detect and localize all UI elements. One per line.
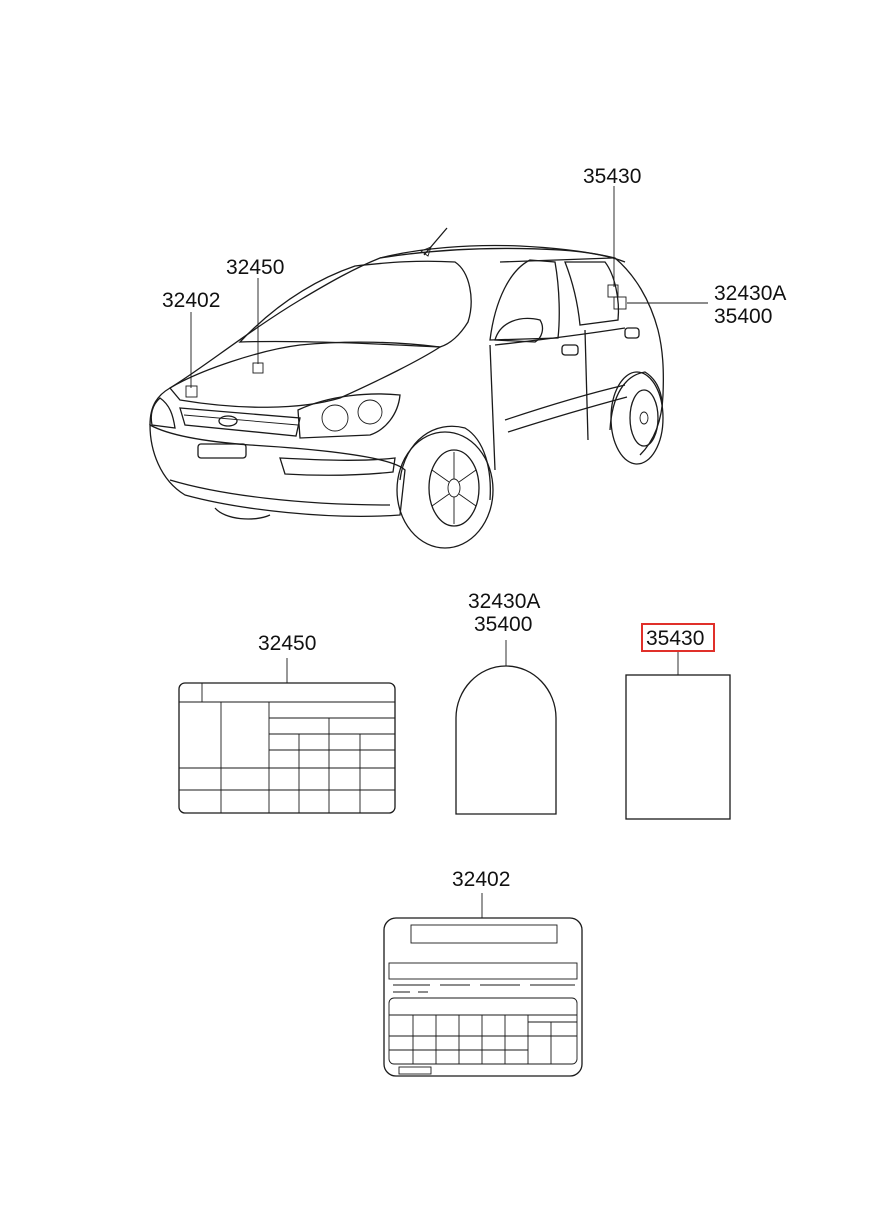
part-label-32430a: 32430A — [468, 590, 541, 613]
callout-32402: 32402 — [162, 289, 221, 312]
part-32450-label[interactable] — [179, 658, 395, 813]
callout-32430a: 32430A — [714, 282, 787, 305]
part-label-35430[interactable]: 35430 — [646, 627, 705, 650]
part-35430-label[interactable] — [626, 651, 730, 819]
part-label-35400: 35400 — [474, 613, 533, 636]
car-callout-leaders — [191, 186, 708, 388]
callout-32450: 32450 — [226, 256, 285, 279]
callout-35430: 35430 — [583, 165, 642, 188]
part-32430a-label[interactable] — [456, 640, 556, 814]
part-32402-label[interactable] — [384, 893, 582, 1076]
part-label-32402: 32402 — [452, 868, 511, 891]
callout-35400: 35400 — [714, 305, 773, 328]
part-label-32450: 32450 — [258, 632, 317, 655]
